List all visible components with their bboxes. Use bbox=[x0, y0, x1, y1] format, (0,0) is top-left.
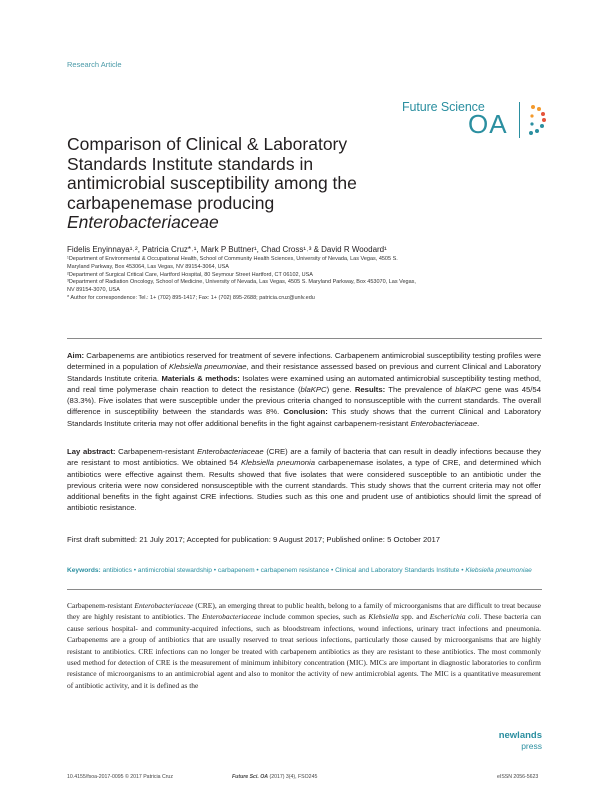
publication-dates: First draft submitted: 21 July 2017; Accepted for publication: 9 August 2017; Published online: 5 October 2017 bbox=[67, 535, 441, 544]
lay-abstract-p3: carbapenemase isolates, a type of CRE, and determined which antibiotics were effective against them. Results showed that five isolates that were considered susceptible to an antibiotic under the previous criteria were now considered nonsusceptible with the current standards. This study shows that the current criteria may not offer additional benefits in the fight against CRE infections. Studies such as this one and prudent use of antibiotics should limit the spread of antibiotic resistance. bbox=[67, 458, 541, 513]
journal-logo-name: Future Science bbox=[402, 100, 485, 114]
logo-divider bbox=[519, 102, 520, 138]
abstract-methods: Isolates were examined using an automated antimicrobial susceptibility testing method, and real time polymerase chain reaction to detect the resistance ( bbox=[67, 373, 542, 394]
abstract-aim-end: , and their resistance assessed based on previous and current Clinical and Laboratory Standards Institute criteria. bbox=[67, 362, 541, 383]
affiliations bbox=[67, 256, 417, 303]
body-text-italic: Enterobacteriaceae bbox=[201, 612, 261, 622]
body-text-run: (CRE), an emerging threat to public health, belong to a family of microorganisms that are difficult to treat because they are highly resistant to antibiotics. The bbox=[67, 601, 541, 622]
keyword-separator: • bbox=[256, 567, 259, 574]
keyword-item[interactable]: carbapenem bbox=[217, 567, 255, 574]
article-title bbox=[67, 135, 397, 233]
journal-logo-oa: OA bbox=[468, 109, 508, 139]
keywords bbox=[67, 566, 541, 575]
lay-abstract bbox=[67, 446, 541, 514]
abstract-methods-italic: blaKPC bbox=[300, 384, 327, 394]
abstract-conclusion-italic: Enterobacteriaceae bbox=[410, 418, 478, 428]
keyword-separator: • bbox=[133, 567, 137, 574]
keyword-item-italic[interactable]: Klebsiella pneumoniae bbox=[465, 567, 532, 574]
keyword-item[interactable]: Clinical and Laboratory Standards Institute bbox=[335, 567, 460, 574]
body-text-run: Carbapenem-resistant bbox=[67, 601, 135, 610]
keywords-label: Keywords: bbox=[67, 567, 101, 574]
lay-abstract-p2-italic: Klebsiella pneumonia bbox=[240, 458, 316, 468]
body-text-run: include common species, such as bbox=[260, 612, 369, 622]
divider-top bbox=[67, 338, 542, 339]
journal-logo bbox=[402, 100, 562, 142]
body-text-italic: Escherichia coli bbox=[429, 612, 480, 622]
footer-doi: 10.4155/fsoa-2017-0095 © 2017 Patricia Cruz bbox=[67, 774, 173, 780]
abstract-aim: Carbapenems are antibiotics reserved for treatment of severe infections. Carbapenem antimicrobial susceptibility testing profiles were determined in a population of bbox=[67, 351, 541, 372]
body-text-run: . These bacteria can cause serious hospital- and community-acquired infections, such as bloodstream infections, wound infections, urinary tract infections and pneumonia. Carbapenems are a group of antibiotics that are usually reserved to treat serious infections, particularly those caused by microorganisms that are highly resistant to antibiotics. CRE infections can no longer be treated with carbapenem antibiotics as they are resistant to these antibiotics. The most commonly used method for detection of CRE is the measurement of minimum inhibitory concentration (MIC). MICs are important in diagnostic laboratories to confirm resistance of microorganisms to an antimicrobial agent and also to monitor the activity of new antimicrobial agents. The MIC is a quantitative measurement of antibiotic activity, and it is defined as the bbox=[67, 612, 541, 690]
divider-bottom bbox=[67, 589, 542, 590]
publisher-logo bbox=[492, 731, 542, 750]
article-title-main: Comparison of Clinical & Laboratory Standards Institute standards in antimicrobial susceptibility among the carbapenemase producing bbox=[67, 134, 357, 213]
keyword-item[interactable]: antimicrobial stewardship bbox=[137, 567, 212, 574]
affiliation-2: ²Department of Surgical Critical Care, Hartford Hospital, 80 Seymour Street Hartford, CT 06102, USA bbox=[67, 271, 313, 278]
keyword-separator: • bbox=[330, 567, 334, 574]
footer-citation bbox=[232, 774, 317, 780]
abstract-aim-label: Aim: bbox=[67, 351, 85, 360]
publisher-line-1: newlands bbox=[498, 730, 542, 741]
body-paragraph bbox=[67, 600, 541, 691]
abstract-results-pre: The prevalence of bbox=[385, 384, 456, 394]
lay-abstract-p1-italic: Enterobacteriaceae bbox=[196, 447, 264, 456]
keyword-separator: • bbox=[461, 567, 464, 574]
abstract bbox=[67, 350, 541, 429]
lay-abstract-p1: Carbapenem-resistant bbox=[115, 447, 197, 456]
footer-issn: eISSN 2056-5623 bbox=[497, 774, 539, 780]
logo-dots-icon bbox=[526, 104, 552, 138]
correspondence: * Author for correspondence: Tel.: 1+ (702) 895-1417; Fax: 1+ (702) 895-2688; patricia.cruz@unlv.edu bbox=[67, 294, 315, 301]
abstract-methods-label: Materials & methods: bbox=[161, 373, 240, 383]
footer-citation-text: (2017) 3(4), FSO245 bbox=[268, 774, 318, 780]
abstract-conclusion-label: Conclusion: bbox=[283, 407, 328, 417]
author-list: Fidelis Enyinnaya¹˒², Patricia Cruz*˒¹, Mark P Buttner¹, Chad Cross¹˒³ & David R Woodard¹ bbox=[67, 245, 387, 254]
abstract-conclusion-end: . bbox=[477, 418, 480, 428]
keyword-item[interactable]: carbapenem resistance bbox=[260, 567, 330, 574]
abstract-conclusion: This study shows that the current Clinical and Laboratory Standards Institute criteria may not offer additional benefits in the fight against carbapenem-resistant bbox=[67, 407, 542, 428]
lay-abstract-p2: (CRE) are a family of bacteria that can result in deadly infections because they are resistant to most antibiotics. We obtained 54 bbox=[67, 447, 541, 468]
abstract-results-label: Results: bbox=[354, 384, 386, 394]
lay-abstract-label: Lay abstract: bbox=[67, 447, 116, 456]
article-title-italic: Enterobacteriaceae bbox=[67, 212, 219, 232]
body-text-run: spp. and bbox=[398, 612, 430, 622]
article-type: Research Article bbox=[67, 60, 122, 69]
affiliation-3: ³Department of Radiation Oncology, School of Medicine, University of Nevada, Las Vegas, 4505 S. Maryland Parkway, Box 453070, Las Vegas, NV 89154-3070, USA bbox=[67, 279, 416, 294]
footer-journal: Future Sci. OA bbox=[232, 774, 269, 780]
body-text-italic: Klebsiella bbox=[368, 612, 399, 622]
publisher-line-2: press bbox=[521, 740, 542, 751]
abstract-results-italic: blaKPC bbox=[455, 384, 482, 394]
body-text-italic: Enterobacteriaceae bbox=[134, 601, 194, 610]
keyword-item[interactable]: antibiotics bbox=[102, 567, 132, 574]
abstract-methods-end: ) gene. bbox=[326, 384, 355, 394]
abstract-results: gene was 45/54 (83.3%). Five isolates that were susceptible under the previous criteria changed to nonsusceptible with the current standards. The overall difference in susceptibility between the standards was 8%. bbox=[67, 384, 541, 417]
abstract-aim-italic: Klebsiella pneumoniae bbox=[169, 362, 247, 372]
affiliation-1: ¹Department of Environmental & Occupational Health, School of Community Health Sciences, University of Nevada, Las Vegas, 4505 S. Maryland Parkway, Box 453064, Las Vegas, NV 89154-3064, USA bbox=[67, 256, 398, 270]
keyword-separator: • bbox=[213, 567, 217, 574]
